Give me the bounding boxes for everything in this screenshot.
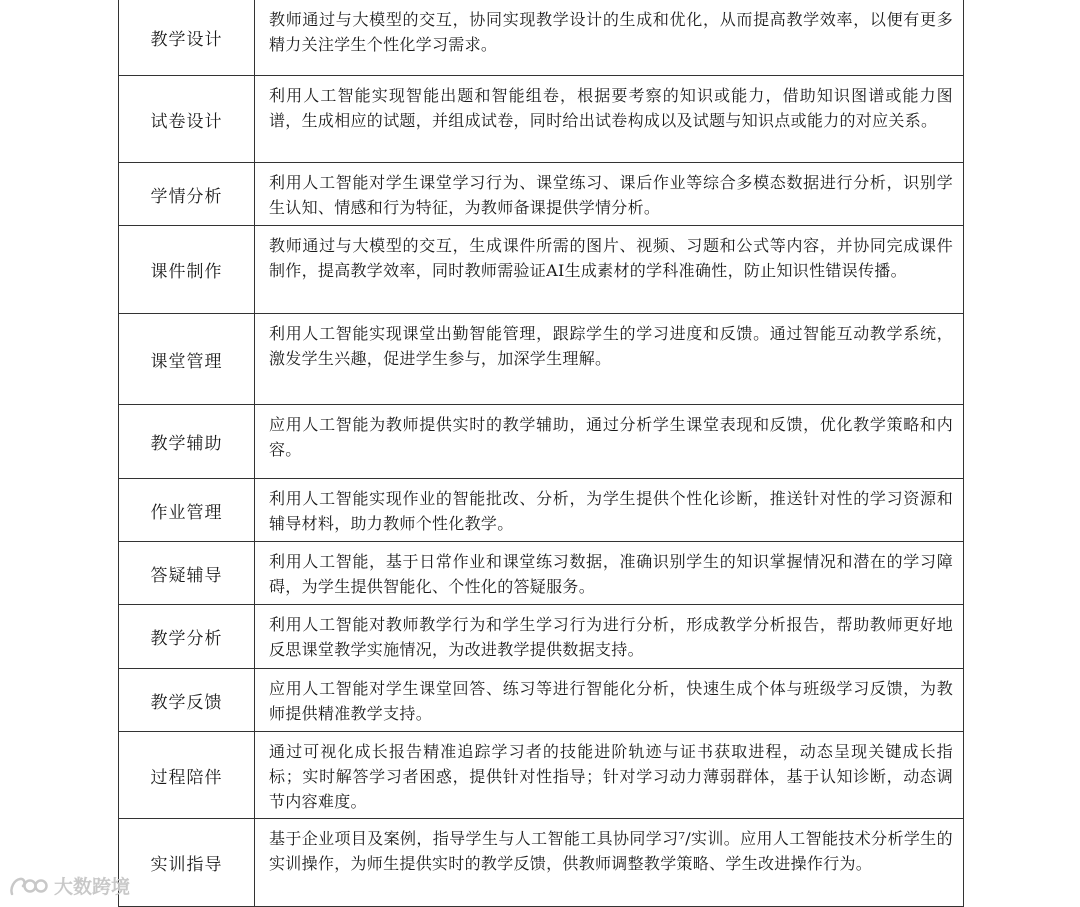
row-description: 利用人工智能实现课堂出勤智能管理，跟踪学生的学习进度和反馈。通过智能互动教学系统，激发学生兴趣，促进学生参与，加深学生理解。: [269, 324, 953, 368]
row-name: 教学辅助: [119, 405, 255, 478]
table-row: [119, 604, 963, 668]
row-name: 试卷设计: [119, 76, 255, 162]
row-description: 利用人工智能实现作业的智能批改、分析，为学生提供个性化诊断，推送针对性的学习资源和辅导材料，助力教师个性化教学。: [269, 489, 953, 533]
row-name: 课件制作: [119, 226, 255, 313]
table-row: [119, 0, 963, 75]
ai-teaching-applications-table: [118, 0, 964, 907]
row-name: 教学设计: [119, 0, 255, 75]
table-row: [119, 404, 963, 478]
row-description: 利用人工智能实现智能出题和智能组卷，根据要考察的知识或能力，借助知识图谱或能力图谱，生成相应的试题，并组成试卷，同时给出试卷构成以及试题与知识点或能力的对应关系。: [269, 86, 953, 130]
row-name: 课堂管理: [119, 314, 255, 404]
watermark-logo-icon: [8, 874, 48, 898]
row-description: 利用人工智能，基于日常作业和课堂练习数据，准确识别学生的知识掌握情况和潜在的学习障碍，为学生提供智能化、个性化的答疑服务。: [269, 552, 953, 596]
row-name: 实训指导: [119, 819, 255, 906]
table-row: [119, 75, 963, 162]
row-description: 教师通过与大模型的交互，生成课件所需的图片、视频、习题和公式等内容，并协同完成课件制作，提高教学效率，同时教师需验证AI生成素材的学科准确性，防止知识性错误传播。: [269, 236, 953, 280]
table-row: [119, 225, 963, 313]
table-row: [119, 731, 963, 818]
row-name: 答疑辅导: [119, 542, 255, 604]
row-name: 作业管理: [119, 479, 255, 541]
row-description: 利用人工智能对教师教学行为和学生学习行为进行分析，形成教学分析报告，帮助教师更好地反思课堂教学实施情况，为改进教学提供数据支持。: [269, 615, 953, 659]
row-description: 通过可视化成长报告精准追踪学习者的技能进阶轨迹与证书获取进程，动态呈现关键成长指标；实时解答学习者困惑，提供针对性指导；针对学习动力薄弱群体，基于认知诊断，动态调节内容难度。: [269, 742, 953, 811]
row-name: 教学反馈: [119, 669, 255, 731]
table-row: [119, 313, 963, 404]
table-row: [119, 478, 963, 541]
table-row: [119, 162, 963, 225]
table-row: [119, 818, 963, 906]
row-description: 基于企业项目及案例，指导学生与人工智能工具协同学习⁷/实训。应用人工智能技术分析学生的实训操作，为师生提供实时的教学反馈，供教师调整教学策略、学生改进操作行为。: [269, 829, 953, 873]
row-name: 教学分析: [119, 605, 255, 668]
table-row: [119, 668, 963, 731]
row-description: 应用人工智能对学生课堂回答、练习等进行智能化分析，快速生成个体与班级学习反馈，为教师提供精准教学支持。: [269, 679, 953, 723]
row-name: 过程陪伴: [119, 732, 255, 818]
row-name: 学情分析: [119, 163, 255, 225]
row-description: 教师通过与大模型的交互，协同实现教学设计的生成和优化，从而提高教学效率，以便有更多精力关注学生个性化学习需求。: [269, 10, 953, 54]
row-description: 利用人工智能对学生课堂学习行为、课堂练习、课后作业等综合多模态数据进行分析，识别学生认知、情感和行为特征，为教师备课提供学情分析。: [269, 173, 953, 217]
watermark-text: 大数跨境: [54, 876, 131, 898]
row-description: 应用人工智能为教师提供实时的教学辅助，通过分析学生课堂表现和反馈，优化教学策略和内容。: [269, 415, 953, 459]
table-row: [119, 541, 963, 604]
watermark: [8, 872, 130, 899]
